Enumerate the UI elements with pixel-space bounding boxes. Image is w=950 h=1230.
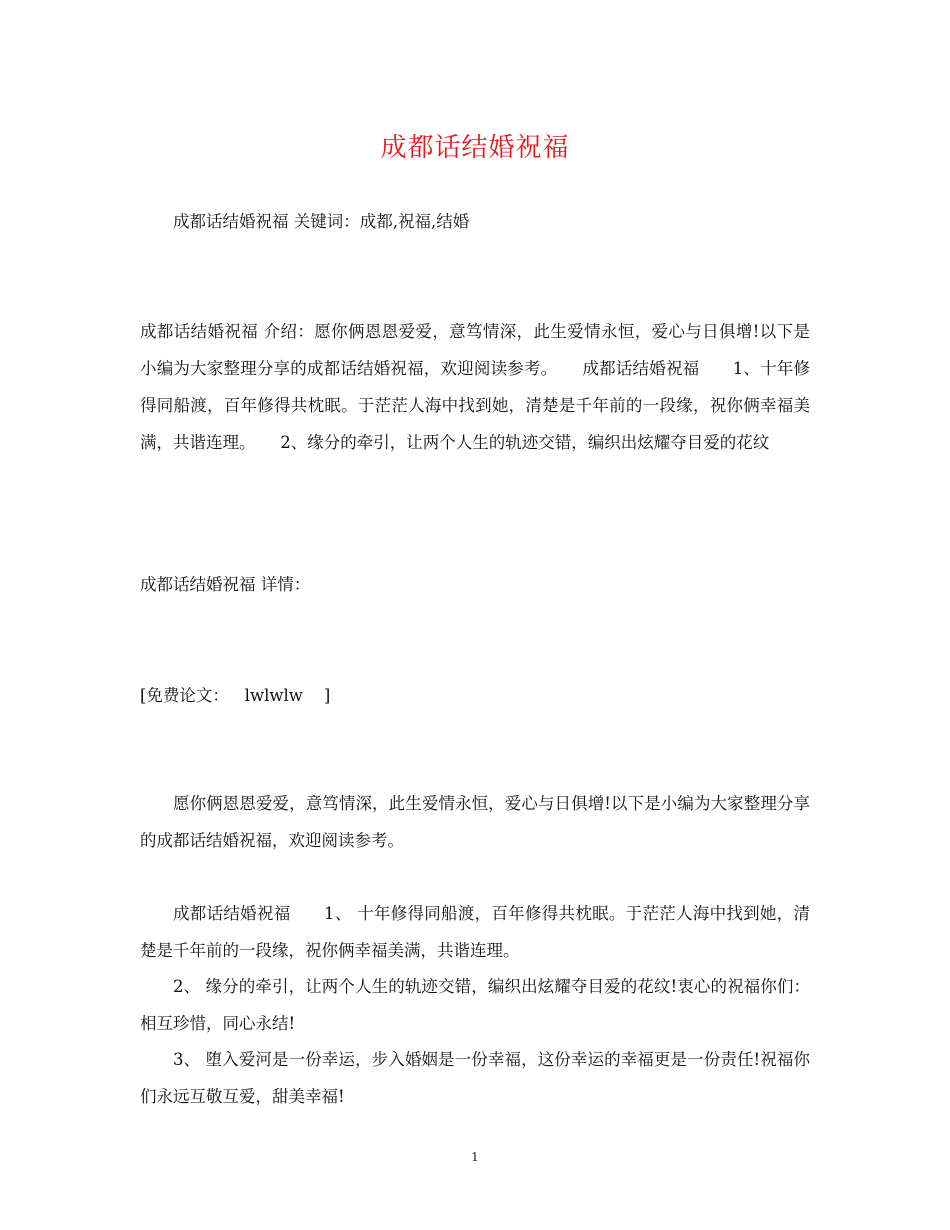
intro-paragraph: 成都话结婚祝福 介绍：愿你俩恩恩爱爱，意笃情深，此生爱情永恒，爱心与日俱增!以下是小编为大家整理分享的成都话结婚祝福，欢迎阅读参考。 成都话结婚祝福 1、十年修得同船渡，百年修得共枕眠。于茫茫人海中找到她，清楚是千年前的一段缘，祝你俩幸福美满，共谐连理。 2、缘分的牵引，让两个人生的轨迹交错，编织出炫耀夺目爱的花纹	[140, 322, 810, 452]
body-paragraph: 愿你俩恩恩爱爱，意笃情深，此生爱情永恒，爱心与日俱增!以下是小编为大家整理分享的成都话结婚祝福，欢迎阅读参考。	[140, 794, 810, 850]
detail-heading: 成都话结婚祝福 详情：	[140, 575, 311, 594]
body-paragraph: 成都话结婚祝福 1、 十年修得同船渡，百年修得共枕眠。于茫茫人海中找到她，清楚是千年前的一段缘，祝你俩幸福美满，共谐连理。	[140, 904, 810, 960]
body-paragraph: 2、 缘分的牵引，让两个人生的轨迹交错，编织出炫耀夺目爱的花纹!衷心的祝福你们：相互珍惜，同心永结!	[140, 977, 810, 1033]
keywords-line: 成都话结婚祝福 关键词：成都,祝福,结婚	[173, 212, 470, 231]
page-number: 1	[471, 1150, 479, 1164]
free-paper-line: [免费论文： lwlwlw ]	[140, 686, 331, 705]
document-title: 成都话结婚祝福	[380, 133, 570, 163]
body-paragraph: 3、 堕入爱河是一份幸运，步入婚姻是一份幸福，这份幸运的幸福更是一份责任!祝福你们永远互敬互爱，甜美幸福!	[140, 1050, 810, 1106]
